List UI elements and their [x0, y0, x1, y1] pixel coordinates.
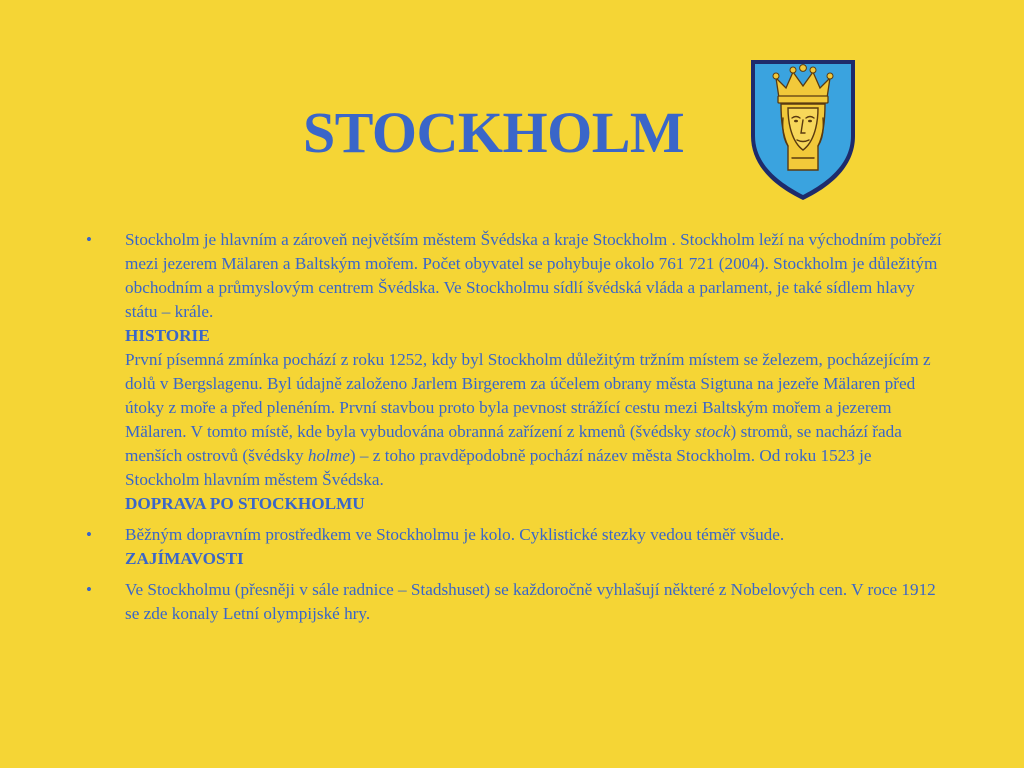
attractions-heading: ZAJÍMAVOSTI: [125, 549, 244, 568]
bullet-symbol: •: [86, 525, 92, 544]
list-item: [86, 228, 946, 516]
bullet-list: [86, 228, 946, 633]
transport-paragraph: Běžným dopravním prostředkem ve Stockholmu je kolo. Cyklistické stezky vedou téměř všude.: [125, 525, 785, 544]
list-item: [86, 578, 946, 626]
history-text: ) stromů, se nachází řada menších ostrovů (švédsky: [125, 422, 902, 465]
intro-paragraph: Stockholm je hlavním a zároveň největším městem Švédska a kraje Stockholm . Stockholm leží na východním pobřeží mezi jezerem Mälaren a Baltským mořem. Počet obyvatel se pohybuje okolo 761 721 (2004). Stockholm je důležitým obchodním a průmyslovým centrem Švédska. Ve Stockholmu sídlí švédská vláda a parlament, je také sídlem hlavy státu – krále.: [125, 230, 942, 321]
list-item: [86, 523, 946, 571]
attractions-paragraph: Ve Stockholmu (přesněji v sále radnice – Stadshuset) se každoročně vyhlašují některé z Nobelových cen. V roce 1912 se zde konaly Letní olympijské hry.: [125, 580, 936, 623]
history-italic-term: stock: [695, 422, 731, 441]
bullet-symbol: •: [86, 580, 92, 599]
history-italic-term: holme: [307, 446, 350, 465]
slide-title: STOCKHOLM: [303, 100, 685, 165]
bullet-symbol: •: [86, 230, 92, 249]
history-heading: HISTORIE: [125, 326, 210, 345]
history-text: ) – z toho pravděpodobně pochází název města Stockholm. Od roku 1523 je Stockholm hlavním městem Švédska.: [125, 446, 872, 489]
stockholm-coat-of-arms-icon: [748, 58, 858, 202]
history-text: První písemná zmínka pochází z roku 1252, kdy byl Stockholm důležitým tržním místem se železem, pocházejícím z dolů v Bergslagenu. Byl údajně založeno Jarlem Birgerem za účelem obrany města Sigtuna na jezeře Mälaren před útoky z moře a před plenéním. První stavbou proto byla pevnost strážící cestu mezi Baltským mořem a jezerem Mälaren. V tomto místě, kde byla vybudována obranná zařízení z kmenů (švédsky: [125, 350, 931, 441]
transport-heading: DOPRAVA PO STOCKHOLMU: [125, 494, 365, 513]
history-paragraph: [125, 348, 946, 492]
